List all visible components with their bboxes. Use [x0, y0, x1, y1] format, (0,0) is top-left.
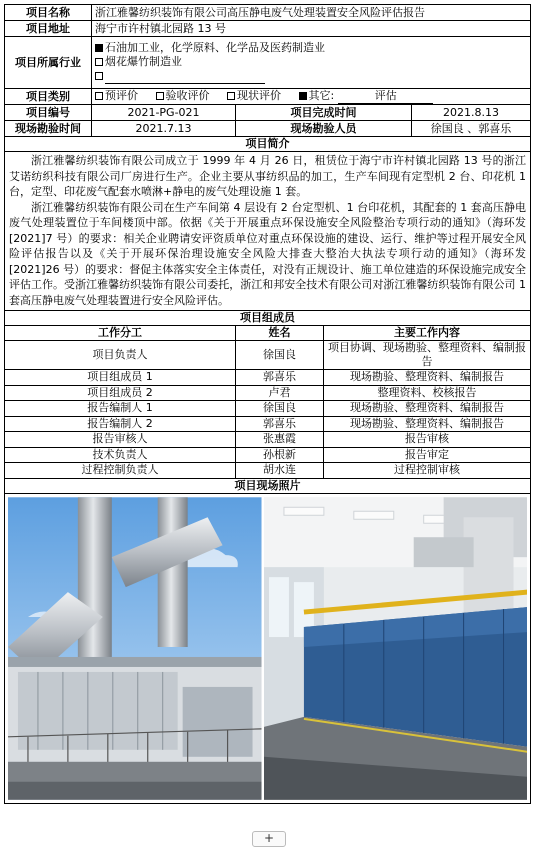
category-label: 项目类别 [5, 89, 92, 105]
team-row [5, 416, 531, 432]
industry-option-label: 石油加工业，化学原料、化学品及医药制造业 [105, 41, 325, 54]
project-number-value: 2021-PG-021 [92, 105, 236, 121]
intro-text [5, 152, 531, 311]
checkbox-unchecked-icon [156, 92, 164, 100]
team-member-name: 徐国良 [236, 341, 324, 370]
project-name-value: 浙江雅馨纺织装饰有限公司高压静电废气处理装置安全风险评估报告 [92, 5, 531, 21]
category-option-pre: 预评价 [95, 89, 138, 102]
expand-toggle-button[interactable]: + [252, 831, 286, 847]
completion-time-value: 2021.8.13 [412, 105, 531, 121]
team-member-name: 郭喜乐 [236, 370, 324, 386]
team-role: 报告审核人 [5, 432, 236, 448]
team-row [5, 385, 531, 401]
team-member-name: 孙根新 [236, 447, 324, 463]
team-role: 过程控制负责人 [5, 463, 236, 479]
team-member-name: 郭喜乐 [236, 416, 324, 432]
team-work: 过程控制审核 [324, 463, 531, 479]
team-header-name: 姓名 [236, 326, 324, 341]
team-member-name: 徐国良 [236, 401, 324, 417]
team-work: 现场勘验、整理资料、编制报告 [324, 370, 531, 386]
team-row [5, 401, 531, 417]
checkbox-unchecked-icon [95, 72, 103, 80]
industry-option-fireworks [95, 55, 527, 69]
team-role: 项目组成员 2 [5, 385, 236, 401]
surveyors-value: 徐国良 、郭喜乐 [412, 121, 531, 137]
team-work: 整理资料、校核报告 [324, 385, 531, 401]
intro-section-title: 项目简介 [5, 137, 531, 152]
industry-options [92, 37, 531, 89]
blank-underline [105, 69, 265, 84]
team-work: 报告审定 [324, 447, 531, 463]
project-address-label: 项目地址 [5, 21, 92, 37]
completion-time-label: 项目完成时间 [236, 105, 412, 121]
survey-time-value: 2021.7.13 [92, 121, 236, 137]
team-role: 报告编制人 2 [5, 416, 236, 432]
category-option-status: 现状评价 [227, 89, 281, 102]
team-row [5, 341, 531, 370]
team-row [5, 463, 531, 479]
project-address-value: 海宁市许村镇北园路 13 号 [92, 21, 531, 37]
category-option-other: 其它: 评估 [299, 89, 434, 102]
industry-label: 项目所属行业 [5, 37, 92, 89]
project-info-table [4, 4, 531, 804]
project-number-label: 项目编号 [5, 105, 92, 121]
team-row [5, 447, 531, 463]
team-work: 项目协调、现场勘验、整理资料、编制报告 [324, 341, 531, 370]
intro-paragraph-1: 浙江雅馨纺织装饰有限公司成立于 1999 年 4 月 26 日，租赁位于海宁市许村镇北园路 13 号的浙江艾诺纺织科技有限公司厂房进行生产。企业主要从事纺织品的加工，生产车间现有定型机 2 台、印花机 1 台，定型、印花废气配套水喷淋+静电的废气处理设施 1 套。 [9, 154, 526, 198]
team-header-role: 工作分工 [5, 326, 236, 341]
photos-section-title: 项目现场照片 [5, 478, 531, 493]
category-other-value: 评估 [338, 89, 433, 104]
team-member-name: 胡水连 [236, 463, 324, 479]
checkbox-unchecked-icon [95, 92, 103, 100]
industry-option-blank [95, 69, 527, 84]
team-role: 项目组成员 1 [5, 370, 236, 386]
site-photo-rooftop-equipment [8, 497, 262, 800]
checkbox-unchecked-icon [95, 58, 103, 66]
team-row [5, 370, 531, 386]
team-role: 技术负责人 [5, 447, 236, 463]
industry-option-label: 烟花爆竹制造业 [105, 55, 182, 68]
photos-cell [5, 493, 531, 803]
category-options [92, 89, 531, 105]
team-work: 现场勘验、整理资料、编制报告 [324, 416, 531, 432]
team-work: 报告审核 [324, 432, 531, 448]
team-role: 报告编制人 1 [5, 401, 236, 417]
surveyors-label: 现场勘验人员 [236, 121, 412, 137]
checkbox-unchecked-icon [227, 92, 235, 100]
site-photo-workshop-line [264, 497, 527, 800]
intro-paragraph-2: 浙江雅馨纺织装饰有限公司在生产车间第 4 层设有 2 台定型机、1 台印花机，其配套的 1 套高压静电废气处理装置位于车间楼顶中部。依据《关于开展重点环保设施安全风险整治专项行动的通知》（海环发[2021]7 号）的要求：相关企业聘请安评资质单位对重点环保设施的建设、运行、维护等过程开展安全风险评估报告以及《关于开展环保治理设施安全风险大排查大整治大执法专项行动的通知》（海环发[2021]26 号）的要求：督促主体落实安全主体责任，对没有正规设计、施工单位建造的环保设施完成安全评估工作。受浙江雅馨纺织装饰有限公司委托，浙江和邦安全技术有限公司对浙江雅馨纺织装饰有限公司 1 套高压静电废气处理装置进行安全风险评估。 [9, 200, 526, 307]
team-section-title: 项目组成员 [5, 311, 531, 326]
photos-row [8, 497, 527, 800]
checkbox-checked-icon [299, 92, 307, 100]
team-row [5, 432, 531, 448]
team-member-name: 张惠霞 [236, 432, 324, 448]
team-header-work: 主要工作内容 [324, 326, 531, 341]
project-name-label: 项目名称 [5, 5, 92, 21]
report-sheet [4, 4, 530, 804]
industry-option-petrochem [95, 41, 527, 55]
checkbox-checked-icon [95, 44, 103, 52]
category-option-acceptance: 验收评价 [156, 89, 210, 102]
survey-time-label: 现场勘验时间 [5, 121, 92, 137]
team-work: 现场勘验、整理资料、编制报告 [324, 401, 531, 417]
team-role: 项目负责人 [5, 341, 236, 370]
team-member-name: 卢君 [236, 385, 324, 401]
